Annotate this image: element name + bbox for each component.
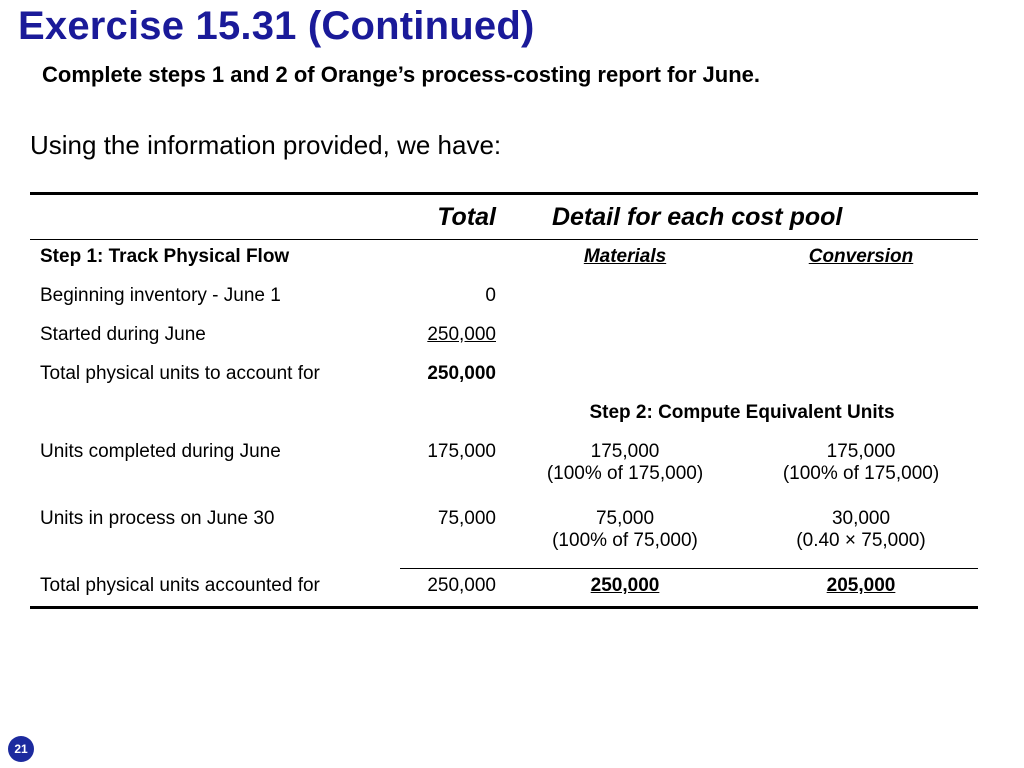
header-detail: Detail for each cost pool	[506, 194, 978, 240]
started-total: 250,000	[427, 323, 496, 345]
conversion-heading: Conversion	[808, 246, 914, 267]
header-total: Total	[400, 194, 506, 240]
accounted-total: 250,000	[400, 569, 506, 608]
table-row-in-process	[30, 502, 978, 569]
table-header-row	[30, 194, 978, 240]
accounted-label: Total physical units accounted for	[30, 569, 400, 608]
table-row-started	[30, 318, 978, 357]
materials-heading: Materials	[583, 246, 667, 267]
started-label: Started during June	[40, 323, 206, 345]
beginning-label: Beginning inventory - June 1	[40, 284, 281, 306]
step1-label: Step 1: Track Physical Flow	[40, 246, 290, 267]
table-row-step2	[30, 396, 978, 435]
accounted-materials: 250,000	[590, 575, 660, 596]
table-row-to-account	[30, 357, 978, 396]
beginning-total: 0	[485, 284, 496, 306]
to-account-label: Total physical units to account for	[40, 362, 320, 384]
completed-label: Units completed during June	[40, 440, 281, 462]
slide-subtitle: Complete steps 1 and 2 of Orange’s process-costing report for June.	[42, 62, 761, 87]
header-blank	[30, 194, 400, 240]
in-process-conversion: 30,000	[831, 507, 891, 529]
table-row-completed	[30, 435, 978, 502]
in-process-label: Units in process on June 30	[40, 507, 275, 529]
step2-label: Step 2: Compute Equivalent Units	[589, 401, 895, 423]
completed-materials: 175,000	[590, 440, 660, 462]
in-process-materials-note: (100% of 75,000)	[552, 529, 698, 551]
completed-conversion: 175,000	[826, 440, 896, 462]
in-process-conversion-note: (0.40 × 75,000)	[796, 529, 926, 551]
page-number-badge: 21	[8, 736, 34, 762]
completed-materials-note: (100% of 175,000)	[546, 462, 704, 484]
table-row-accounted	[30, 569, 978, 608]
process-costing-table	[30, 192, 978, 609]
slide-title: Exercise 15.31 (Continued)	[18, 4, 535, 48]
table-row-beginning	[30, 279, 978, 318]
to-account-total: 250,000	[427, 362, 496, 384]
in-process-total: 75,000	[437, 507, 496, 529]
accounted-conversion: 205,000	[826, 575, 896, 596]
completed-total: 175,000	[427, 440, 496, 462]
intro-text: Using the information provided, we have:	[30, 130, 502, 160]
completed-conversion-note: (100% of 175,000)	[782, 462, 940, 484]
in-process-materials: 75,000	[595, 507, 655, 529]
table-row-step1	[30, 240, 978, 279]
